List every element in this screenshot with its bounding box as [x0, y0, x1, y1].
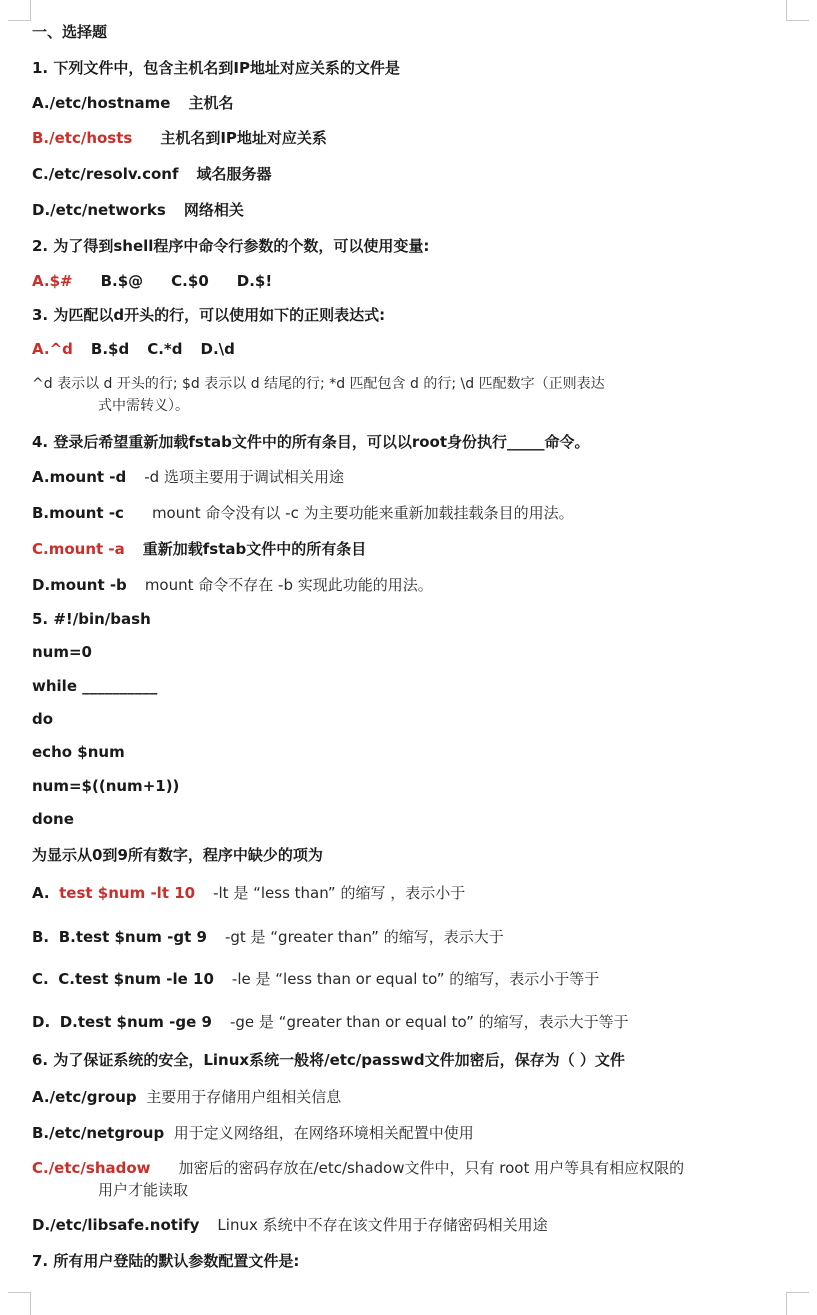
options-2 — [32, 271, 789, 291]
option-label: C.$0 — [171, 272, 209, 290]
question-2: 2. 为了得到shell程序中命令行参数的个数，可以使用变量: — [32, 237, 430, 255]
option-note: 主机名到IP地址对应关系 — [160, 129, 327, 147]
option-label: D.$! — [236, 272, 273, 290]
option-6c-note-continued: 用户才能读取 — [98, 1181, 189, 1199]
answer-label: A.$# — [32, 272, 73, 290]
option-note: mount 命令不存在 -b 实现此功能的用法。 — [144, 576, 433, 594]
option-label: B.$@ — [100, 272, 144, 290]
option-label: A./etc/hostname — [32, 94, 171, 112]
question-3: 3. 为匹配以d开头的行，可以使用如下的正则表达式: — [32, 306, 386, 324]
code-line: num=0 — [32, 643, 92, 661]
option-1a — [32, 93, 789, 113]
page-corner-mark — [786, 1292, 809, 1315]
option-1d — [32, 200, 789, 220]
question-6: 6. 为了保证系统的安全，Linux系统一般将/etc/passwd文件加密后，保存为（ ）文件 — [32, 1051, 625, 1069]
option-6a — [32, 1087, 789, 1107]
option-letter: A. — [32, 884, 50, 902]
option-label: D.test $num -ge 9 — [59, 1013, 212, 1031]
option-5b — [32, 927, 789, 947]
question-5: 5. #!/bin/bash — [32, 610, 151, 628]
section-title: 一、选择题 — [32, 23, 108, 41]
option-6b — [32, 1123, 789, 1143]
page-corner-mark — [786, 0, 809, 21]
option-5a-answer — [32, 883, 789, 903]
page-corner-mark — [8, 1292, 31, 1315]
option-label: B.test $num -gt 9 — [58, 928, 207, 946]
option-4a — [32, 467, 789, 487]
option-note: 主机名 — [188, 94, 234, 112]
option-note: 用于定义网络组，在网络环境相关配置中使用 — [173, 1124, 474, 1142]
code-line: num=$((num+1)) — [32, 777, 180, 795]
option-4d — [32, 575, 789, 595]
option-6d — [32, 1215, 789, 1235]
option-note: mount 命令没有以 -c 为主要功能来重新加载挂载条目的用法。 — [151, 504, 574, 522]
question-7: 7. 所有用户登陆的默认参数配置文件是: — [32, 1252, 300, 1270]
answer-label: C.mount -a — [32, 540, 125, 558]
option-label: C.*d — [147, 340, 183, 358]
option-label: D.\d — [200, 340, 235, 358]
option-note: 网络相关 — [183, 201, 244, 219]
option-note: 域名服务器 — [196, 165, 272, 183]
code-line: done — [32, 810, 74, 828]
explanation-3-line-1: ^d 表示以 d 开头的行; $d 表示以 d 结尾的行; *d 匹配包含 d 的行; \d 匹配数字（正则表达 — [32, 376, 605, 392]
code-line: echo $num — [32, 743, 125, 761]
question-5-prompt: 为显示从0到9所有数字，程序中缺少的项为 — [32, 846, 323, 864]
option-note: -ge 是 “greater than or equal to” 的缩写，表示大于等于 — [229, 1013, 629, 1031]
option-label: B.mount -c — [32, 504, 124, 522]
option-5c — [32, 969, 789, 989]
code-line: do — [32, 710, 54, 728]
option-4c-answer — [32, 539, 789, 559]
option-note: -lt 是 “less than” 的缩写 ，表示小于 — [213, 884, 466, 902]
option-letter: D. — [32, 1013, 51, 1031]
option-label: D.mount -b — [32, 576, 127, 594]
option-1c — [32, 164, 789, 184]
option-label: A.mount -d — [32, 468, 127, 486]
option-letter: C. — [32, 970, 49, 988]
question-4: 4. 登录后希望重新加载fstab文件中的所有条目，可以以root身份执行_____命令。 — [32, 433, 590, 451]
option-note: Linux 系统中不存在该文件用于存储密码相关用途 — [217, 1216, 548, 1234]
option-label: B./etc/netgroup — [32, 1124, 165, 1142]
option-6c-answer — [32, 1158, 789, 1178]
option-note: -gt 是 “greater than” 的缩写，表示大于 — [224, 928, 504, 946]
option-5d — [32, 1012, 789, 1032]
answer-label: C./etc/shadow — [32, 1159, 151, 1177]
option-note: -d 选项主要用于调试相关用途 — [144, 468, 344, 486]
answer-label: A.^d — [32, 340, 73, 358]
answer-label: test $num -lt 10 — [59, 884, 196, 902]
options-3 — [32, 339, 789, 359]
option-note: -le 是 “less than or equal to” 的缩写，表示小于等于 — [231, 970, 600, 988]
option-label: C.test $num -le 10 — [58, 970, 214, 988]
option-label: D./etc/libsafe.notify — [32, 1216, 200, 1234]
option-label: A./etc/group — [32, 1088, 137, 1106]
option-1b-answer — [32, 128, 789, 148]
option-letter: B. — [32, 928, 50, 946]
option-note: 加密后的密码存放在/etc/shadow文件中，只有 root 用户等具有相应权限的 — [178, 1159, 685, 1177]
question-1: 1. 下列文件中，包含主机名到IP地址对应关系的文件是 — [32, 59, 400, 77]
code-line: while __________ — [32, 677, 158, 695]
option-label: B.$d — [90, 340, 130, 358]
option-note: 主要用于存储用户组相关信息 — [146, 1088, 342, 1106]
option-4b — [32, 503, 789, 523]
option-label: D./etc/networks — [32, 201, 166, 219]
answer-label: B./etc/hosts — [32, 129, 133, 147]
option-label: C./etc/resolv.conf — [32, 165, 179, 183]
explanation-3-line-2: 式中需转义）。 — [98, 398, 189, 414]
page-corner-mark — [8, 0, 31, 21]
option-note: 重新加载fstab文件中的所有条目 — [142, 540, 367, 558]
